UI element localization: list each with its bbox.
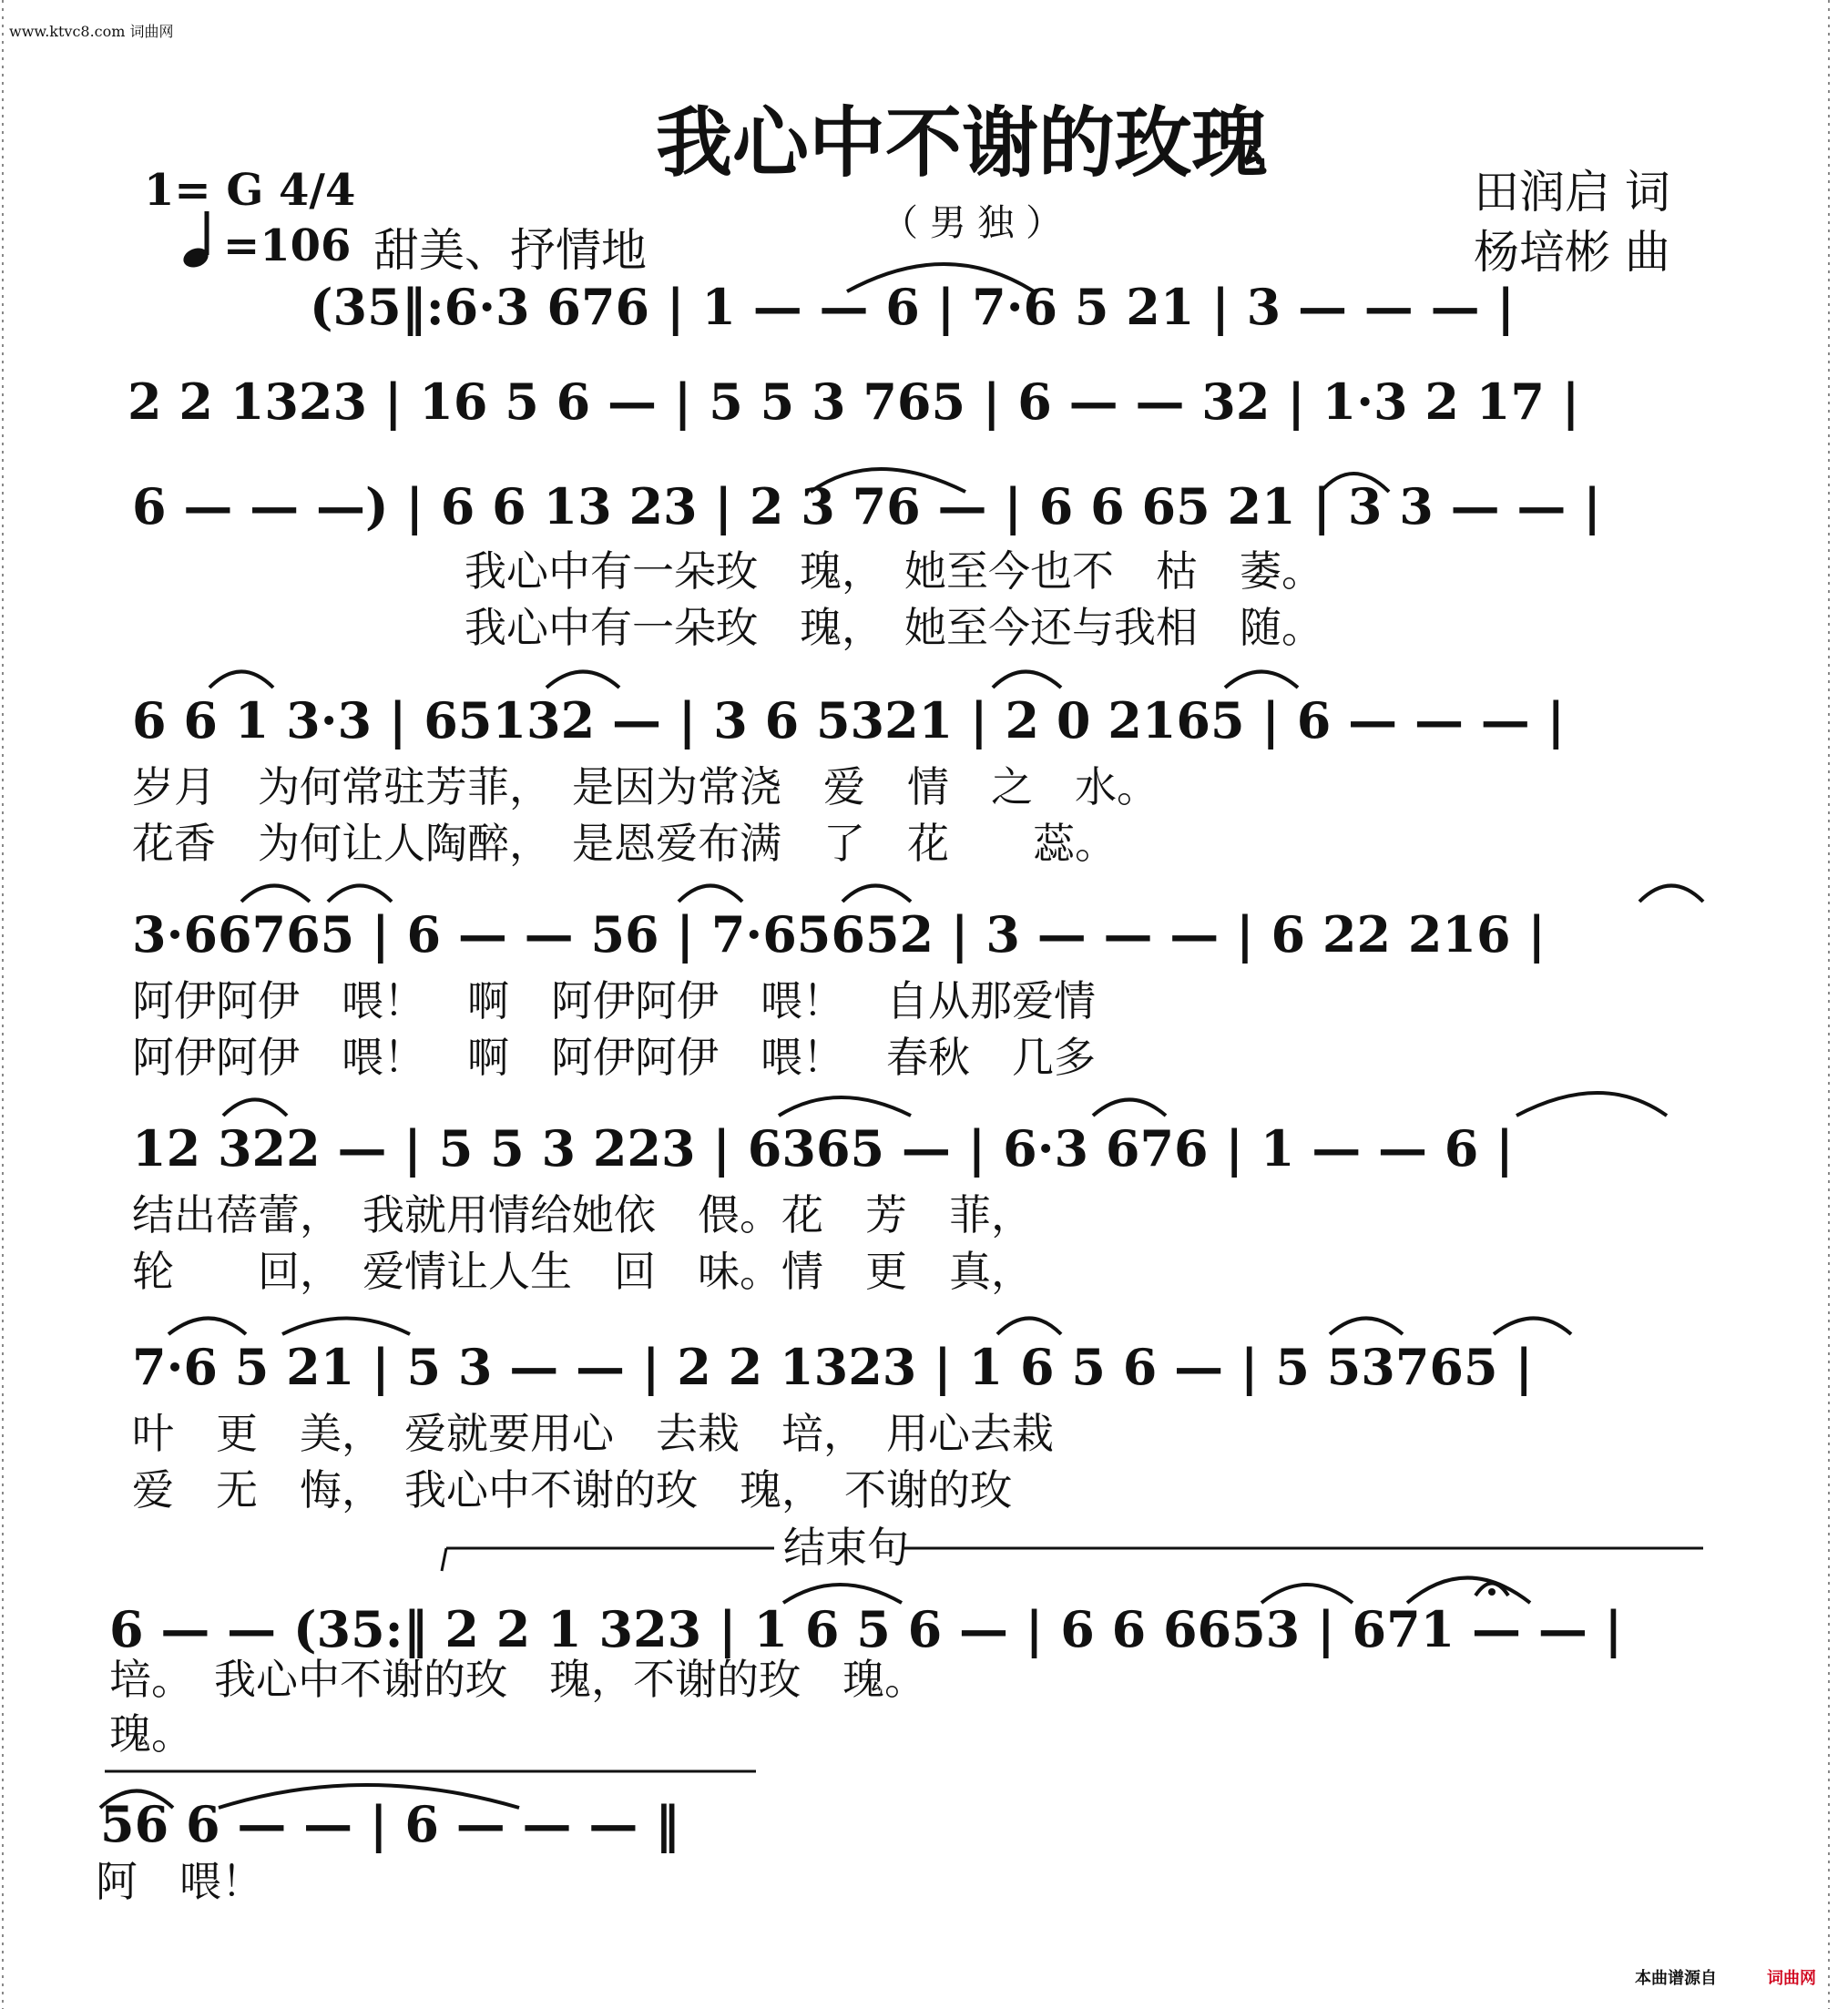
slur — [209, 672, 273, 688]
key-signature: 1= G 4/4 — [144, 165, 356, 216]
lyric-verse-2: 轮 回， 爱情让人生 回 味。情 更 真， — [132, 1247, 1033, 1296]
slur — [168, 1319, 246, 1335]
slur — [1516, 1093, 1667, 1116]
song-subtitle: （ 男 独 ） — [882, 202, 1063, 244]
slur — [241, 886, 310, 903]
notes-line: 6 — — (35:‖ 2 2 1 323 | 1 6 5 6 — | 6 6 6653 | 671 — — | — [109, 1600, 1623, 1658]
lyric-verse-1: 培。 我心中不谢的玫 瑰，不谢的玫 瑰。 — [109, 1655, 926, 1704]
slur — [1407, 1578, 1530, 1604]
slur — [328, 886, 392, 903]
tempo-expression: 甜美、抒情地 — [373, 224, 647, 277]
lyric-verse-1: 叶 更 美， 爱就要用心 去栽 培， 用心去栽 — [132, 1409, 1054, 1458]
notes-line: 6 — — —) | 6 6 13 23 | 2 3 76 — | 6 6 65 21 | 3 3 — — | — [132, 477, 1601, 535]
slur — [1093, 1100, 1166, 1117]
music-system-3 — [132, 469, 1601, 652]
notes-line: (35‖:6·3 676 | 1 — — 6 | 7·6 5 21 | 3 — — — | — [310, 278, 1516, 336]
lyric-verse-2: 花香 为何让人陶醉， 是恩爱布满 了 花 蕊。 — [132, 819, 1117, 868]
notes-line: 2 2 1323 | 16 5 6 — | 5 5 3 765 | 6 — — 32 | 1·3 2 17 | — [128, 372, 1580, 431]
music-system-6 — [132, 1093, 1667, 1296]
composer-credit: 杨培彬 曲 — [1474, 226, 1670, 279]
site-label: www.ktvc8.com 词曲网 — [9, 23, 174, 40]
slur — [1494, 1319, 1571, 1335]
lyric-verse-1: 我心中有一朵玫 瑰， 她至今也不 枯 萎。 — [465, 546, 1323, 596]
slur — [546, 672, 619, 688]
slur — [223, 1100, 287, 1117]
lyric-verse-1: 阿伊阿伊 喂！ 啊 阿伊阿伊 喂！ 自从那爱情 — [132, 976, 1096, 1025]
slur — [1639, 886, 1703, 903]
lyric-verse-1: 结出蓓蕾， 我就用情给她依 偎。花 芳 菲， — [132, 1190, 1033, 1239]
ending-label: 结束句 — [783, 1523, 909, 1572]
tempo-mark: =106 — [223, 220, 352, 271]
lyric-verse-2: 爱 无 悔， 我心中不谢的玫 瑰， 不谢的玫 — [132, 1465, 1012, 1514]
lyric-verse-2: 阿伊阿伊 喂！ 啊 阿伊阿伊 喂！ 春秋 几多 — [132, 1033, 1096, 1082]
music-system-8 — [109, 1578, 1622, 1759]
slur — [842, 886, 911, 903]
slur — [779, 1097, 911, 1116]
notes-line: 6 6 1 3·3 | 65132 — | 3 6 5321 | 2 0 2165 | 6 — — — | — [132, 691, 1566, 750]
lyric-verse-1: 岁月 为何常驻芳菲， 是因为常浇 爱 情 之 水。 — [132, 762, 1159, 811]
slur — [1225, 672, 1298, 688]
notes-line: 12 322 — | 5 5 3 223 | 6365 — | 6·3 676 | 1 — — 6 | — [132, 1119, 1514, 1178]
notes-line: 7·6 5 21 | 5 3 — — | 2 2 1323 | 1 6 5 6 — | 5 53765 | — [132, 1338, 1533, 1396]
lyric-verse-2: 我心中有一朵玫 瑰， 她至今还与我相 随。 — [465, 603, 1323, 652]
quarter-note-icon — [180, 211, 210, 270]
music-system-7 — [132, 1319, 1571, 1515]
lyric-verse-2: 瑰。 — [109, 1709, 193, 1759]
music-system-4 — [132, 672, 1565, 869]
music-system-5 — [132, 886, 1703, 1083]
notes-line: 56 6 — — | 6 — — — ‖ — [100, 1795, 680, 1853]
lyricist-credit: 田润启 词 — [1474, 166, 1670, 219]
notes-line: 3·66765 | 6 — — 56 | 7·65652 | 3 — — — | 6 22 216 | — [132, 905, 1547, 964]
footer-brand-link[interactable]: 词曲网 — [1767, 1969, 1816, 1988]
slur — [679, 886, 742, 903]
slur — [997, 1319, 1061, 1335]
music-system-2 — [128, 372, 1579, 432]
footer-source-text: 本曲谱源自 — [1635, 1969, 1717, 1988]
slur — [1330, 1319, 1403, 1335]
slur — [282, 1319, 410, 1335]
song-title: 我心中不谢的玫瑰 — [656, 97, 1269, 188]
lyric-verse-1: 阿 喂！ — [96, 1857, 263, 1906]
slur — [993, 672, 1061, 688]
ending-bracket — [442, 1523, 1703, 1572]
music-system-9 — [96, 1771, 756, 1906]
